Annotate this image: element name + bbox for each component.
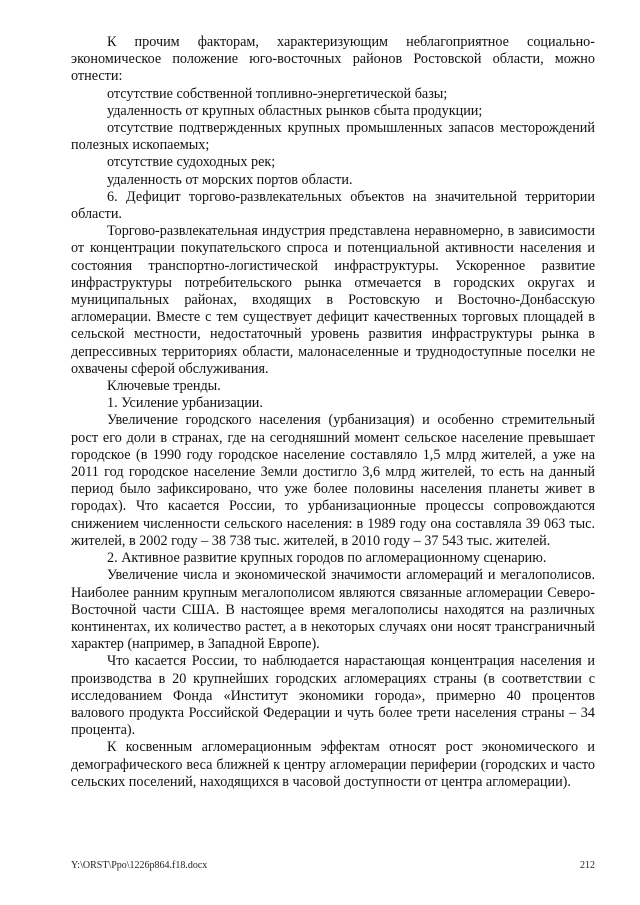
paragraph-urbanization: Увеличение городского населения (урбанизация) и особенно стремительный рост его доли в странах, где на сегодняшний момент сельское население превышает городское (в 1990 году городское население составляло 1,5 млрд жителей, а уже на 2011 год городское население Земли достигло 3,6 млрд жителей, то есть на данный период было зафиксировано, что уже более половины населения планеты живет в городах). Что касается России, то урбанизационные процессы сопровождаются снижением численности сельского населения: в 1989 году она составляла 39 063 тыс. жителей, в 2002 году – 38 738 тыс. жителей, в 2010 году – 37 543 тыс. жителей. [71,412,595,549]
paragraph-indirect-effects: К косвенным агломерационным эффектам относят рост экономического и демографического веса ближней к центру агломерации периферии (городских и часто сельских поселений, находящихся в часовой доступности от центра агломерации). [71,739,595,790]
list-item-energy-base: отсутствие собственной топливно-энергетической базы; [107,85,448,102]
heading-key-trends: Ключевые тренды. [107,378,221,395]
paragraph-russia-concentration: Что касается России, то наблюдается нарастающая концентрация населения и производства в 20 крупнейших городских агломерациях страны (в соответствии с исследованием Фонда «Институт экономики города», примерно 40 процентов валового продукта Российской Федерации и чуть более трети населения страны – 34 процента). [71,653,595,739]
paragraph-retail-industry: Торгово-развлекательная индустрия представлена неравномерно, в зависимости от концентрации покупательского спроса и потенциальной активности населения и состояния транспортно-логистической инфраструктуры. Ускоренное развитие инфраструктуры потребительского рынка отмечается в городских округах и муниципальных районах, входящих в Ростовскую и Восточно-Донбасскую агломерации. Вместе с тем существует дефицит качественных торговых площадей в сельской местности, недостаточный уровень развития инфраструктуры рынка в депрессивных территориях области, малонаселенные и труднодоступные поселки не охвачены сферой обслуживания. [71,223,595,377]
document-body [71,34,595,791]
page-number: 212 [580,860,595,871]
list-item-market-distance: удаленность от крупных областных рынков сбыта продукции; [107,102,483,119]
file-path: Y:\ORST\Ppo\1226p864.f18.docx [71,860,208,871]
paragraph-deficit-heading: 6. Дефицит торгово-развлекательных объектов на значительной территории области. [71,188,595,223]
heading-agglomeration: 2. Активное развитие крупных городов по агломерационному сценарию. [107,550,547,567]
paragraph-intro: К прочим факторам, характеризующим неблагоприятное социально-экономическое положение юго-восточных районов Ростовской области, можно отнести: [71,34,595,85]
list-item-mineral-reserves: отсутствие подтвержденных крупных промышленных запасов месторождений полезных ископаемых; [71,120,595,154]
list-item-rivers: отсутствие судоходных рек; [107,154,276,171]
heading-urbanization: 1. Усиление урбанизации. [107,395,263,412]
paragraph-megalopolis: Увеличение числа и экономической значимости агломераций и мегалополисов. Наиболее ранним крупным мегалополисом являются связанные агломерации Северо-Восточной части США. В настоящее время мегалополисы находятся на различных континентах, их количество растет, а в некоторых случаях они носят трансграничный характер (например, в Западной Европе). [71,567,595,653]
list-item-sea-ports: удаленность от морских портов области. [107,171,353,188]
